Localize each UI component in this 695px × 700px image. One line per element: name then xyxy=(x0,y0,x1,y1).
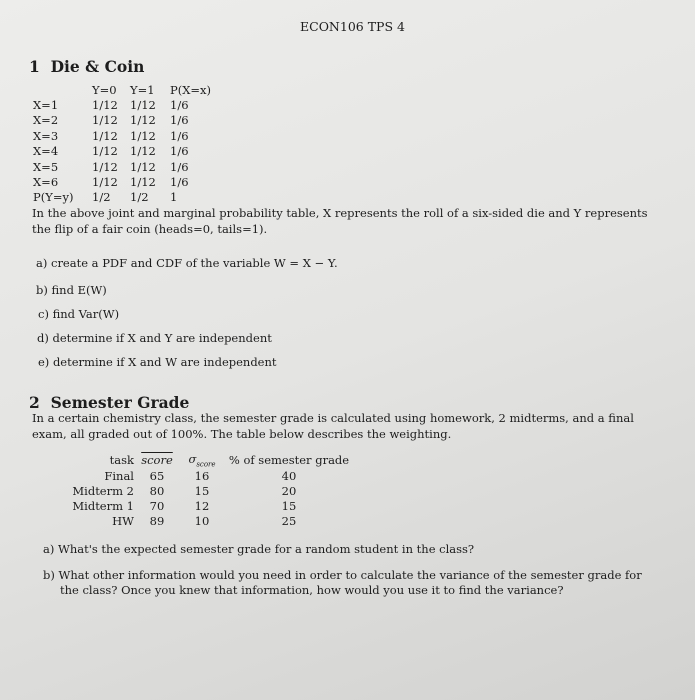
question-e: e) determine if X and W are independent xyxy=(38,355,277,369)
table-cell: 1/12 xyxy=(92,175,118,190)
table-row xyxy=(70,483,354,498)
table-cell: 12 xyxy=(194,498,210,513)
paragraph: exam, all graded out of 100%. The table below describes the weighting. xyxy=(32,427,452,441)
table-cell: 15 xyxy=(281,498,297,513)
table-row xyxy=(33,190,211,205)
table-cell: X=4 xyxy=(33,144,59,159)
table-cell: 1/12 xyxy=(130,144,156,159)
question-d: d) determine if X and Y are independent xyxy=(37,331,272,345)
section-2-heading xyxy=(29,393,189,412)
table-cell: HW xyxy=(112,513,134,528)
section-title: Die & Coin xyxy=(50,57,145,76)
paragraph: the flip of a fair coin (heads=0, tails=1). xyxy=(32,222,268,236)
table-cell: 40 xyxy=(281,468,297,483)
table-cell: 25 xyxy=(281,513,297,528)
table-cell: 1/6 xyxy=(170,175,189,190)
table-cell xyxy=(180,452,224,468)
table-cell: X=3 xyxy=(33,128,59,143)
paragraph: In the above joint and marginal probability table, X represents the roll of a six-sided die and Y represents xyxy=(32,206,648,220)
table-row xyxy=(33,144,211,159)
table-cell: Midterm 2 xyxy=(72,483,134,498)
table-cell: 15 xyxy=(194,483,210,498)
table-cell: 1/12 xyxy=(92,113,118,128)
table-cell: 1/12 xyxy=(92,128,118,143)
table-cell: P(X=x) xyxy=(170,82,212,97)
table-row xyxy=(33,113,211,128)
table-cell: 1/12 xyxy=(92,98,118,113)
table-row xyxy=(33,159,211,174)
table-row xyxy=(33,174,211,189)
table-cell: 1/2 xyxy=(130,190,149,205)
table-row xyxy=(33,128,211,143)
table-row xyxy=(70,468,354,483)
table-cell xyxy=(33,82,92,97)
table-cell: X=6 xyxy=(33,175,59,190)
table-cell: Final xyxy=(104,468,134,483)
table-cell: Y=1 xyxy=(130,82,155,97)
table-cell: 65 xyxy=(149,468,165,483)
table-cell: 20 xyxy=(281,483,297,498)
table-cell: 80 xyxy=(149,483,165,498)
table-cell: score xyxy=(141,453,173,468)
table-cell: 1/6 xyxy=(170,144,189,159)
table-cell: 10 xyxy=(194,513,210,528)
section-number: 1 xyxy=(29,57,40,76)
paragraph: In a certain chemistry class, the semester grade is calculated using homework, 2 midterms, and a final xyxy=(32,411,634,425)
section-1-heading xyxy=(29,57,144,76)
question-b: b) What other information would you need in order to calculate the variance of the semester grade for xyxy=(43,568,642,582)
table-cell: 1 xyxy=(170,190,178,205)
grade-weighting-table xyxy=(70,452,354,528)
table-cell: 1/6 xyxy=(170,98,189,113)
table-row xyxy=(33,97,211,112)
section-number: 2 xyxy=(29,393,40,412)
table-cell: 1/12 xyxy=(130,128,156,143)
sigma-symbol: σ xyxy=(188,452,197,466)
table-cell: % of semester grade xyxy=(228,453,350,468)
table-cell: 1/2 xyxy=(92,190,111,205)
table-cell: 1/12 xyxy=(92,159,118,174)
table-cell: Y=0 xyxy=(92,82,117,97)
table-header-row xyxy=(33,82,211,97)
joint-probability-table xyxy=(33,82,211,205)
subscript: score xyxy=(196,460,216,469)
table-cell: 1/12 xyxy=(130,159,156,174)
question-a: a) create a PDF and CDF of the variable W = X − Y. xyxy=(36,256,338,270)
section-title: Semester Grade xyxy=(50,393,190,412)
question-a: a) What's the expected semester grade for a random student in the class? xyxy=(43,542,475,556)
table-cell: X=5 xyxy=(33,159,59,174)
table-row xyxy=(70,498,354,513)
table-cell: X=2 xyxy=(33,113,59,128)
question-c: c) find Var(W) xyxy=(38,307,120,321)
table-cell: 70 xyxy=(149,498,165,513)
table-row xyxy=(70,513,354,528)
table-cell: 1/12 xyxy=(92,144,118,159)
question-b-continued: the class? Once you knew that information, how would you use it to find the variance? xyxy=(60,583,564,597)
table-cell: 1/6 xyxy=(170,159,189,174)
table-cell: task xyxy=(109,453,134,468)
question-b: b) find E(W) xyxy=(36,283,107,297)
table-cell: Midterm 1 xyxy=(72,498,134,513)
table-cell: 1/12 xyxy=(130,113,156,128)
table-cell: 16 xyxy=(194,468,210,483)
table-cell: 1/6 xyxy=(170,128,189,143)
table-cell: 1/6 xyxy=(170,113,189,128)
table-cell: X=1 xyxy=(33,98,59,113)
table-cell: 89 xyxy=(149,513,165,528)
table-cell: 1/12 xyxy=(130,98,156,113)
table-header-row xyxy=(70,452,354,468)
table-cell: 1/12 xyxy=(130,175,156,190)
table-cell: P(Y=y) xyxy=(33,190,74,205)
page-title: ECON106 TPS 4 xyxy=(300,19,405,34)
